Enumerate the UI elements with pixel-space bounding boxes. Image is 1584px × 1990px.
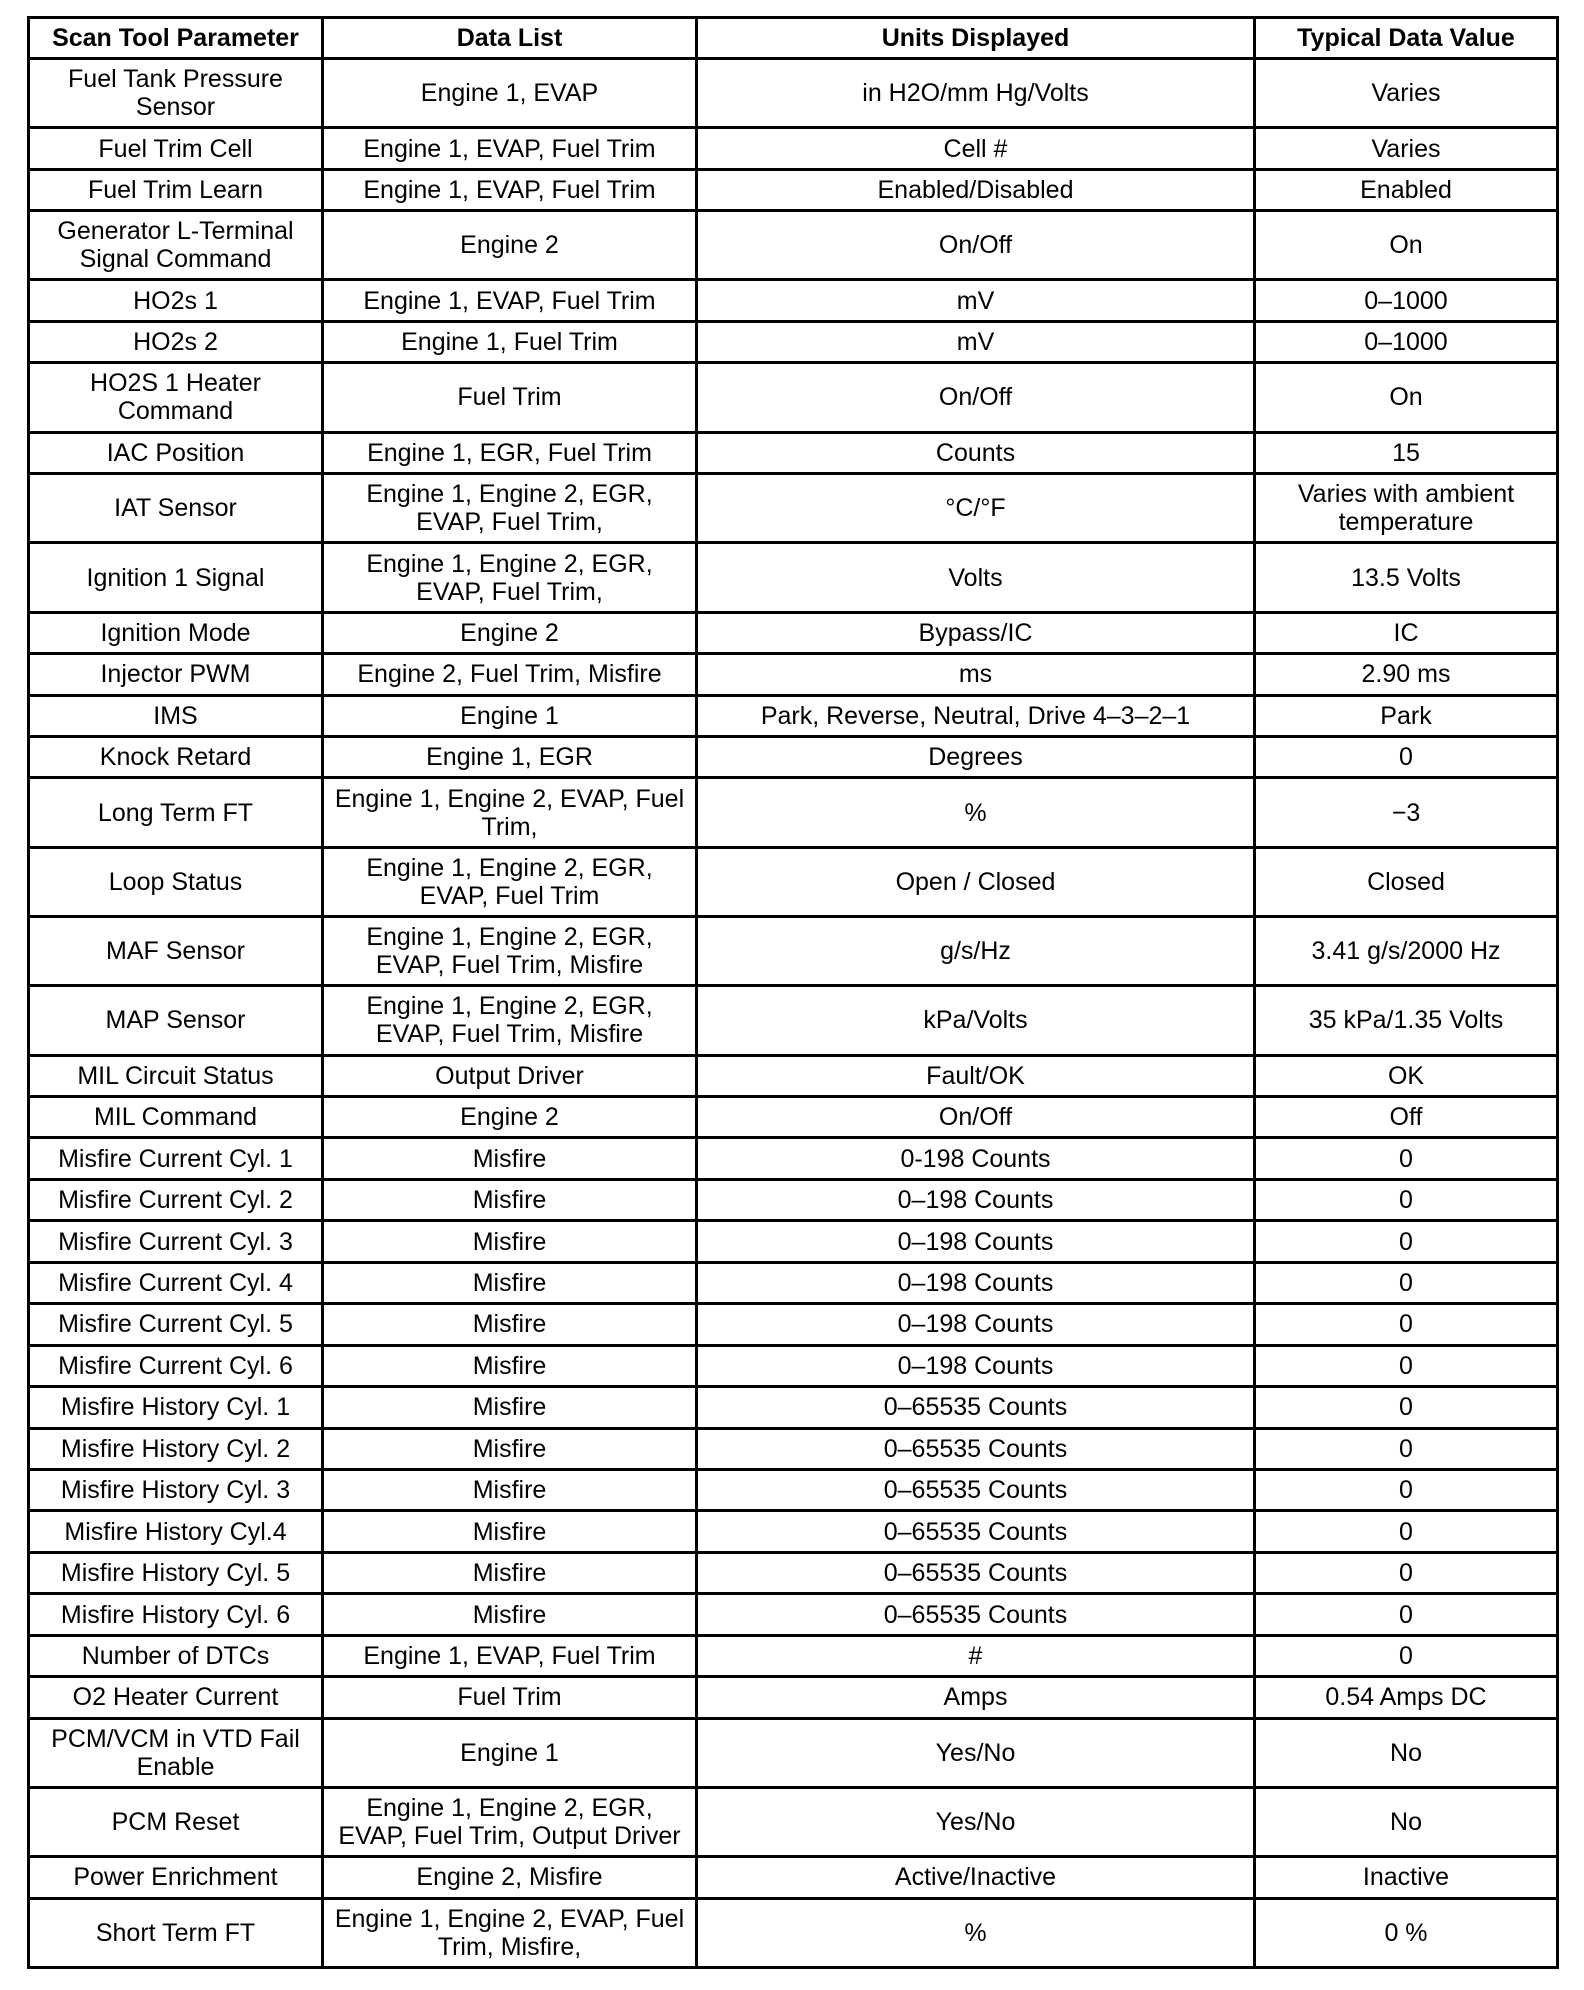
- parameter-cell: Misfire Current Cyl. 5: [29, 1304, 323, 1345]
- units-cell: 0–198 Counts: [697, 1179, 1255, 1220]
- typical-value-cell: 0: [1255, 1138, 1558, 1179]
- typical-value-cell: 0: [1255, 1469, 1558, 1510]
- table-row: [29, 1552, 1558, 1593]
- table-row: [29, 1387, 1558, 1428]
- table-row: [29, 474, 1558, 543]
- typical-value-cell: On: [1255, 363, 1558, 432]
- units-cell: 0–65535 Counts: [697, 1387, 1255, 1428]
- data-list-cell: Misfire: [323, 1387, 697, 1428]
- table-row: [29, 321, 1558, 362]
- units-cell: Amps: [697, 1677, 1255, 1718]
- data-list-cell: Engine 1, EGR: [323, 736, 697, 777]
- typical-value-cell: 3.41 g/s/2000 Hz: [1255, 917, 1558, 986]
- typical-value-cell: No: [1255, 1787, 1558, 1856]
- table-row: [29, 917, 1558, 986]
- units-cell: %: [697, 1898, 1255, 1967]
- units-cell: mV: [697, 321, 1255, 362]
- parameter-cell: MIL Command: [29, 1097, 323, 1138]
- typical-value-cell: 2.90 ms: [1255, 654, 1558, 695]
- table-row: [29, 1097, 1558, 1138]
- typical-value-cell: Off: [1255, 1097, 1558, 1138]
- table-row: [29, 1179, 1558, 1220]
- data-list-cell: Misfire: [323, 1552, 697, 1593]
- units-cell: #: [697, 1635, 1255, 1676]
- header-scan-tool-parameter: Scan Tool Parameter: [29, 18, 323, 59]
- units-cell: Open / Closed: [697, 847, 1255, 916]
- data-list-cell: Misfire: [323, 1179, 697, 1220]
- data-list-cell: Engine 1, Fuel Trim: [323, 321, 697, 362]
- table-row: [29, 432, 1558, 473]
- data-list-cell: Engine 1, EVAP, Fuel Trim: [323, 128, 697, 169]
- parameter-cell: PCM/VCM in VTD Fail Enable: [29, 1718, 323, 1787]
- data-list-cell: Engine 1, EVAP: [323, 59, 697, 128]
- units-cell: 0–198 Counts: [697, 1304, 1255, 1345]
- units-cell: 0–65535 Counts: [697, 1469, 1255, 1510]
- parameter-cell: Misfire Current Cyl. 1: [29, 1138, 323, 1179]
- typical-value-cell: 0: [1255, 1345, 1558, 1386]
- parameter-cell: Ignition Mode: [29, 612, 323, 653]
- parameter-cell: Long Term FT: [29, 778, 323, 847]
- data-list-cell: Engine 1, Engine 2, EVAP, Fuel Trim,: [323, 778, 697, 847]
- parameter-cell: IAC Position: [29, 432, 323, 473]
- table-row: [29, 986, 1558, 1055]
- table-row: [29, 128, 1558, 169]
- data-list-cell: Engine 1, EVAP, Fuel Trim: [323, 1635, 697, 1676]
- parameter-cell: MIL Circuit Status: [29, 1055, 323, 1096]
- units-cell: in H2O/mm Hg/Volts: [697, 59, 1255, 128]
- units-cell: Degrees: [697, 736, 1255, 777]
- units-cell: 0–65535 Counts: [697, 1511, 1255, 1552]
- table-row: [29, 169, 1558, 210]
- table-row: [29, 1511, 1558, 1552]
- units-cell: Enabled/Disabled: [697, 169, 1255, 210]
- units-cell: Volts: [697, 543, 1255, 612]
- typical-value-cell: −3: [1255, 778, 1558, 847]
- data-list-cell: Engine 1, Engine 2, EGR, EVAP, Fuel Trim,: [323, 543, 697, 612]
- parameter-cell: Ignition 1 Signal: [29, 543, 323, 612]
- parameter-cell: Misfire History Cyl. 1: [29, 1387, 323, 1428]
- table-row: [29, 778, 1558, 847]
- units-cell: 0–198 Counts: [697, 1262, 1255, 1303]
- parameter-cell: MAP Sensor: [29, 986, 323, 1055]
- parameter-cell: Misfire Current Cyl. 6: [29, 1345, 323, 1386]
- data-list-cell: Misfire: [323, 1428, 697, 1469]
- units-cell: 0–65535 Counts: [697, 1552, 1255, 1593]
- parameter-cell: Fuel Tank Pressure Sensor: [29, 59, 323, 128]
- data-list-cell: Engine 2: [323, 612, 697, 653]
- units-cell: 0-198 Counts: [697, 1138, 1255, 1179]
- typical-value-cell: On: [1255, 211, 1558, 280]
- data-list-cell: Engine 1: [323, 1718, 697, 1787]
- parameter-cell: IMS: [29, 695, 323, 736]
- parameter-cell: Misfire History Cyl. 5: [29, 1552, 323, 1593]
- parameter-cell: HO2S 1 Heater Command: [29, 363, 323, 432]
- typical-value-cell: No: [1255, 1718, 1558, 1787]
- header-data-list: Data List: [323, 18, 697, 59]
- units-cell: °C/°F: [697, 474, 1255, 543]
- units-cell: Cell #: [697, 128, 1255, 169]
- parameter-cell: O2 Heater Current: [29, 1677, 323, 1718]
- typical-value-cell: 0: [1255, 1594, 1558, 1635]
- data-list-cell: Misfire: [323, 1304, 697, 1345]
- parameter-cell: PCM Reset: [29, 1787, 323, 1856]
- data-list-cell: Engine 1, Engine 2, EGR, EVAP, Fuel Trim, Output Driver: [323, 1787, 697, 1856]
- units-cell: g/s/Hz: [697, 917, 1255, 986]
- typical-value-cell: OK: [1255, 1055, 1558, 1096]
- data-list-cell: Engine 1, Engine 2, EGR, EVAP, Fuel Trim, Misfire: [323, 986, 697, 1055]
- parameter-cell: HO2s 2: [29, 321, 323, 362]
- typical-value-cell: 0: [1255, 1221, 1558, 1262]
- data-list-cell: Engine 1, EVAP, Fuel Trim: [323, 169, 697, 210]
- table-row: [29, 363, 1558, 432]
- table-row: [29, 211, 1558, 280]
- data-list-cell: Engine 2: [323, 211, 697, 280]
- typical-value-cell: Varies with ambient temperature: [1255, 474, 1558, 543]
- typical-value-cell: 0: [1255, 1552, 1558, 1593]
- typical-value-cell: 0: [1255, 1304, 1558, 1345]
- table-row: [29, 1221, 1558, 1262]
- header-units-displayed: Units Displayed: [697, 18, 1255, 59]
- units-cell: Yes/No: [697, 1787, 1255, 1856]
- data-list-cell: Engine 2, Misfire: [323, 1857, 697, 1898]
- table-row: [29, 1262, 1558, 1303]
- table-row: [29, 280, 1558, 321]
- typical-value-cell: 0: [1255, 1428, 1558, 1469]
- parameter-cell: Fuel Trim Learn: [29, 169, 323, 210]
- typical-value-cell: Inactive: [1255, 1857, 1558, 1898]
- table-row: [29, 59, 1558, 128]
- units-cell: Yes/No: [697, 1718, 1255, 1787]
- units-cell: 0–198 Counts: [697, 1221, 1255, 1262]
- typical-value-cell: 0 %: [1255, 1898, 1558, 1967]
- typical-value-cell: 13.5 Volts: [1255, 543, 1558, 612]
- units-cell: 0–198 Counts: [697, 1345, 1255, 1386]
- table-row: [29, 1055, 1558, 1096]
- parameter-cell: Misfire History Cyl. 6: [29, 1594, 323, 1635]
- data-list-cell: Misfire: [323, 1138, 697, 1179]
- table-row: [29, 1677, 1558, 1718]
- typical-value-cell: 0: [1255, 1635, 1558, 1676]
- typical-value-cell: 0.54 Amps DC: [1255, 1677, 1558, 1718]
- units-cell: Counts: [697, 432, 1255, 473]
- table-row: [29, 1787, 1558, 1856]
- parameter-cell: Loop Status: [29, 847, 323, 916]
- header-typical-data-value: Typical Data Value: [1255, 18, 1558, 59]
- units-cell: 0–65535 Counts: [697, 1594, 1255, 1635]
- data-list-cell: Engine 2: [323, 1097, 697, 1138]
- table-row: [29, 612, 1558, 653]
- scan-tool-parameter-table: [27, 16, 1559, 1969]
- typical-value-cell: 0: [1255, 736, 1558, 777]
- table-row: [29, 1857, 1558, 1898]
- parameter-cell: Misfire History Cyl.4: [29, 1511, 323, 1552]
- data-list-cell: Engine 2, Fuel Trim, Misfire: [323, 654, 697, 695]
- units-cell: 0–65535 Counts: [697, 1428, 1255, 1469]
- units-cell: On/Off: [697, 1097, 1255, 1138]
- typical-value-cell: Enabled: [1255, 169, 1558, 210]
- units-cell: ms: [697, 654, 1255, 695]
- parameter-cell: HO2s 1: [29, 280, 323, 321]
- data-list-cell: Misfire: [323, 1469, 697, 1510]
- data-list-cell: Engine 1, EVAP, Fuel Trim: [323, 280, 697, 321]
- data-list-cell: Misfire: [323, 1594, 697, 1635]
- typical-value-cell: Varies: [1255, 59, 1558, 128]
- table-body: [29, 59, 1558, 1968]
- data-list-cell: Engine 1: [323, 695, 697, 736]
- data-list-cell: Engine 1, EGR, Fuel Trim: [323, 432, 697, 473]
- parameter-cell: Misfire History Cyl. 2: [29, 1428, 323, 1469]
- table-row: [29, 543, 1558, 612]
- typical-value-cell: 0: [1255, 1511, 1558, 1552]
- table-row: [29, 695, 1558, 736]
- parameter-cell: Injector PWM: [29, 654, 323, 695]
- parameter-cell: Misfire History Cyl. 3: [29, 1469, 323, 1510]
- typical-value-cell: Closed: [1255, 847, 1558, 916]
- parameter-cell: Misfire Current Cyl. 4: [29, 1262, 323, 1303]
- table-row: [29, 1304, 1558, 1345]
- parameter-cell: Generator L-Terminal Signal Command: [29, 211, 323, 280]
- typical-value-cell: 0–1000: [1255, 321, 1558, 362]
- table-row: [29, 1138, 1558, 1179]
- table-row: [29, 847, 1558, 916]
- header-row: [29, 18, 1558, 59]
- parameter-cell: IAT Sensor: [29, 474, 323, 543]
- typical-value-cell: 15: [1255, 432, 1558, 473]
- data-list-cell: Engine 1, Engine 2, EVAP, Fuel Trim, Misfire,: [323, 1898, 697, 1967]
- data-list-cell: Misfire: [323, 1345, 697, 1386]
- data-list-cell: Misfire: [323, 1221, 697, 1262]
- data-list-cell: Output Driver: [323, 1055, 697, 1096]
- units-cell: %: [697, 778, 1255, 847]
- parameter-cell: Number of DTCs: [29, 1635, 323, 1676]
- parameter-cell: Misfire Current Cyl. 2: [29, 1179, 323, 1220]
- parameter-cell: MAF Sensor: [29, 917, 323, 986]
- typical-value-cell: 0: [1255, 1387, 1558, 1428]
- typical-value-cell: 0: [1255, 1179, 1558, 1220]
- typical-value-cell: Varies: [1255, 128, 1558, 169]
- typical-value-cell: Park: [1255, 695, 1558, 736]
- data-list-cell: Engine 1, Engine 2, EGR, EVAP, Fuel Trim, Misfire: [323, 917, 697, 986]
- table-row: [29, 1428, 1558, 1469]
- table-row: [29, 1718, 1558, 1787]
- typical-value-cell: 35 kPa/1.35 Volts: [1255, 986, 1558, 1055]
- table-row: [29, 1898, 1558, 1967]
- units-cell: On/Off: [697, 363, 1255, 432]
- table-row: [29, 1594, 1558, 1635]
- typical-value-cell: 0–1000: [1255, 280, 1558, 321]
- units-cell: Active/Inactive: [697, 1857, 1255, 1898]
- data-list-cell: Misfire: [323, 1511, 697, 1552]
- table-row: [29, 1635, 1558, 1676]
- parameter-cell: Fuel Trim Cell: [29, 128, 323, 169]
- table-row: [29, 654, 1558, 695]
- table-row: [29, 1345, 1558, 1386]
- units-cell: On/Off: [697, 211, 1255, 280]
- units-cell: kPa/Volts: [697, 986, 1255, 1055]
- parameter-cell: Knock Retard: [29, 736, 323, 777]
- table-row: [29, 736, 1558, 777]
- table-row: [29, 1469, 1558, 1510]
- data-list-cell: Engine 1, Engine 2, EGR, EVAP, Fuel Trim: [323, 847, 697, 916]
- units-cell: Park, Reverse, Neutral, Drive 4–3–2–1: [697, 695, 1255, 736]
- typical-value-cell: IC: [1255, 612, 1558, 653]
- units-cell: mV: [697, 280, 1255, 321]
- data-list-cell: Engine 1, Engine 2, EGR, EVAP, Fuel Trim,: [323, 474, 697, 543]
- units-cell: Fault/OK: [697, 1055, 1255, 1096]
- units-cell: Bypass/IC: [697, 612, 1255, 653]
- parameter-cell: Power Enrichment: [29, 1857, 323, 1898]
- typical-value-cell: 0: [1255, 1262, 1558, 1303]
- data-list-cell: Fuel Trim: [323, 1677, 697, 1718]
- parameter-cell: Misfire Current Cyl. 3: [29, 1221, 323, 1262]
- data-list-cell: Fuel Trim: [323, 363, 697, 432]
- parameter-cell: Short Term FT: [29, 1898, 323, 1967]
- data-list-cell: Misfire: [323, 1262, 697, 1303]
